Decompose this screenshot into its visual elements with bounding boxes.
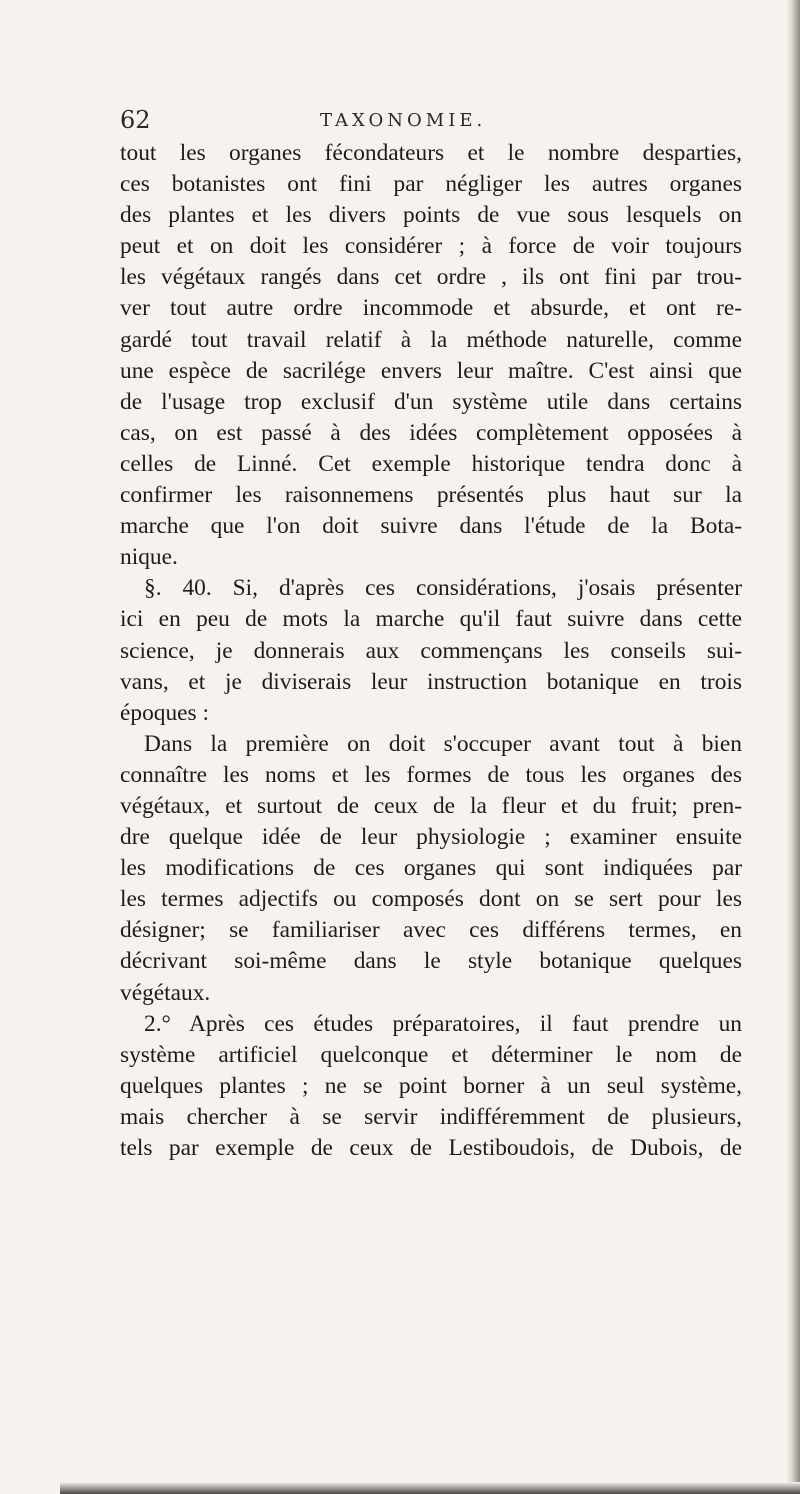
text-line: végétaux, et surtout de ceux de la fleur et du fruit; pren- — [120, 792, 742, 819]
text-line: de l'usage trop exclusif d'un système utile dans certains — [120, 388, 742, 415]
text-line: ici en peu de mots la marche qu'il faut suivre dans cette — [120, 606, 742, 633]
page-edge-shadow — [786, 0, 800, 1494]
text-line: vans, et je diviserais leur instruction botanique en trois — [120, 668, 742, 695]
text-line: cas, on est passé à des idées complètement opposées à — [120, 419, 742, 446]
text-line: peut et on doit les considérer ; à force de voir toujours — [120, 233, 742, 260]
text-line: dre quelque idée de leur physiologie ; examiner ensuite — [120, 824, 742, 851]
text-line: système artificiel quelconque et déterminer le nom de — [120, 1041, 742, 1068]
page-number: 62 — [120, 106, 151, 134]
page-bottom-shadow — [60, 1482, 800, 1494]
text-line: connaître les noms et les formes de tous les organes des — [120, 761, 742, 788]
text-line: tout les organes fécondateurs et le nombre desparties, — [120, 140, 742, 166]
running-title: TAXONOMIE. — [320, 110, 487, 131]
text-line: les termes adjectifs ou composés dont on se sert pour les — [120, 886, 742, 913]
text-line: quelques plantes ; ne se point borner à un seul système, — [120, 1072, 742, 1099]
text-line: les végétaux rangés dans cet ordre , ils ont fini par trou- — [120, 264, 742, 291]
text-line: 2.° Après ces études préparatoires, il faut prendre un — [144, 1010, 742, 1037]
text-line: §. 40. Si, d'après ces considérations, j'osais présenter — [144, 575, 742, 602]
text-line: mais chercher à se servir indifféremment de plusieurs, — [120, 1103, 742, 1130]
text-line: ces botanistes ont fini par négliger les autres organes — [120, 171, 742, 198]
running-head — [120, 100, 740, 140]
text-line: décrivant soi-même dans le style botanique quelques — [120, 948, 742, 975]
text-line: une espèce de sacrilége envers leur maître. C'est ainsi que — [120, 357, 742, 384]
text-line: marche que l'on doit suivre dans l'étude de la Bota- — [120, 513, 742, 540]
text-line: ver tout autre ordre incommode et absurde, et ont re- — [120, 295, 742, 322]
text-line: Dans la première on doit s'occuper avant tout à bien — [144, 730, 742, 757]
text-line: confirmer les raisonnemens présentés plus haut sur la — [120, 482, 742, 509]
text-line: végétaux. — [120, 979, 211, 1006]
text-line: tels par exemple de ceux de Lestiboudois, de Dubois, de — [120, 1135, 742, 1161]
text-line: nique. — [120, 544, 178, 571]
text-line: des plantes et les divers points de vue sous lesquels on — [120, 202, 742, 229]
text-line: celles de Linné. Cet exemple historique tendra donc à — [120, 450, 742, 477]
text-line: gardé tout travail relatif à la méthode naturelle, comme — [120, 326, 742, 353]
body-text — [120, 138, 742, 1164]
text-line: les modifications de ces organes qui sont indiquées par — [120, 855, 742, 882]
text-line: science, je donnerais aux commençans les conseils sui- — [120, 637, 742, 664]
text-line: époques : — [120, 699, 209, 726]
text-line: désigner; se familiariser avec ces différens termes, en — [120, 917, 742, 944]
